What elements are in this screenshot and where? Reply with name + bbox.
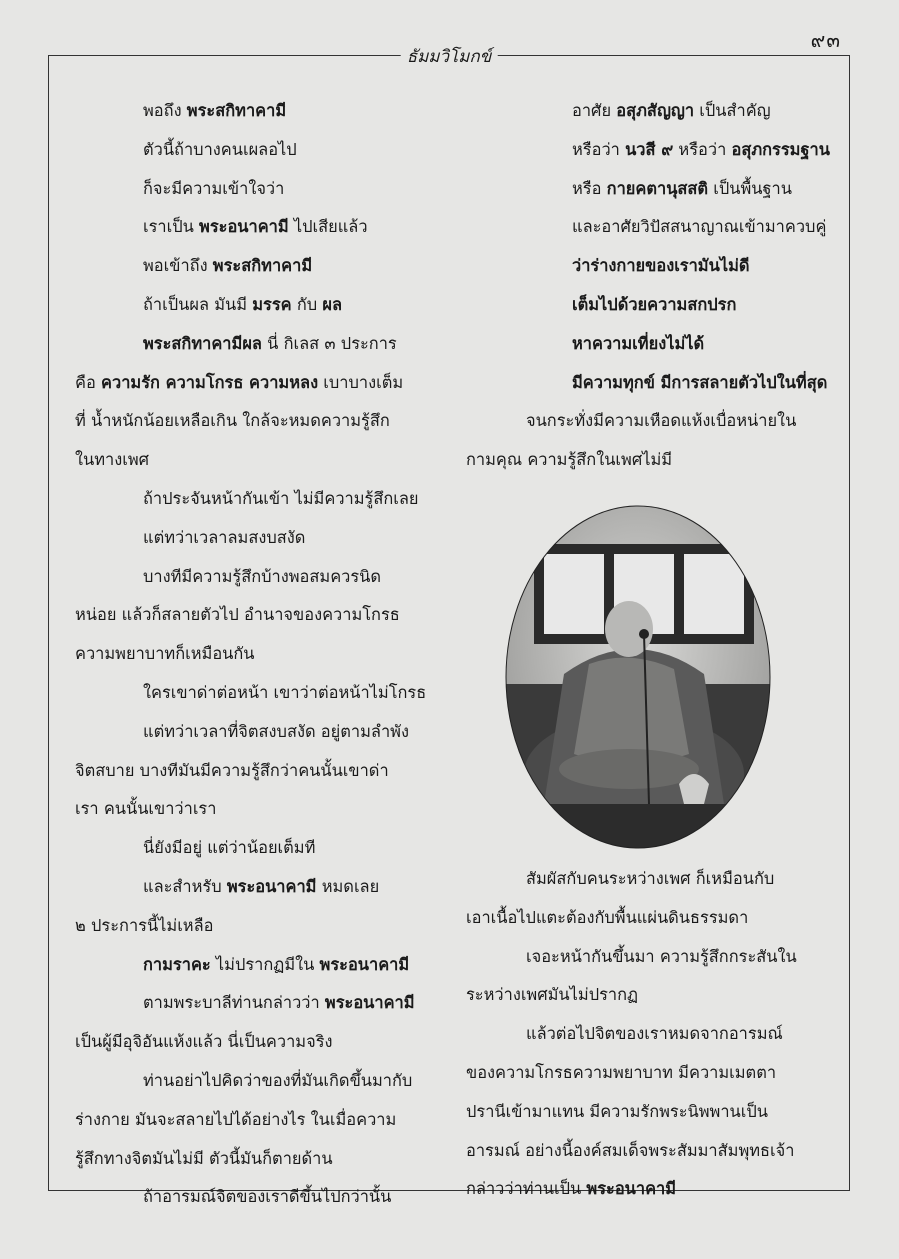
text-segment: นี่ กิเลส ๓ ประการ: [261, 333, 397, 353]
text-line: [466, 938, 826, 977]
right-column-top-text: [466, 92, 830, 480]
text-segment: สัมผัสกับคนระหว่างเพศ ก็เหมือนกับ: [526, 868, 775, 888]
text-segment: ปรานีเข้ามาแทน มีความรักพระนิพพานเป็น: [466, 1101, 768, 1121]
text-segment: กามคุณ ความรู้สึกในเพศไม่มี: [466, 450, 673, 470]
text-line: [75, 596, 431, 635]
bold-term: อสุภสัญญา: [616, 101, 695, 120]
text-line: [75, 674, 431, 713]
text-segment: แล้วต่อไปจิตของเราหมดจากอารมณ์: [526, 1024, 783, 1044]
text-segment: และอาศัยวิปัสสนาญาณเข้ามาควบคู่: [572, 217, 827, 237]
bold-term: นวสี ๙: [625, 139, 674, 159]
bold-term: กามราคะ: [143, 954, 211, 974]
text-line: [75, 480, 431, 519]
text-line: [75, 92, 431, 131]
text-segment: รู้สึกทางจิตมันไม่มี ตัวนี้มันก็ตายด้าน: [75, 1148, 333, 1168]
text-line: [466, 1015, 826, 1054]
bold-term: ว่าร่างกายของเรามันไม่ดี: [572, 256, 750, 276]
text-line: [75, 1178, 431, 1217]
text-line: [75, 829, 431, 868]
text-segment: ถ้าอารมณ์จิตของเราดีขึ้นไปกว่านั้น: [143, 1187, 392, 1207]
text-segment: และสำหรับ: [143, 876, 227, 896]
text-line: [466, 441, 826, 480]
text-line: [75, 364, 431, 403]
bold-term: พระสกิทาคามีผล: [143, 333, 262, 353]
text-line: [75, 1023, 431, 1062]
text-line: [466, 286, 826, 325]
bold-term: พระอนาคามี: [226, 876, 317, 896]
text-segment: ระหว่างเพศมันไม่ปรากฏ: [466, 985, 639, 1005]
text-segment: หรือ: [572, 178, 607, 198]
text-line: [466, 1170, 826, 1209]
text-line: [466, 1054, 826, 1093]
text-line: [75, 868, 431, 907]
text-line: [75, 790, 431, 829]
text-segment: ในทางเพศ: [75, 450, 150, 470]
text-line: [466, 208, 826, 247]
text-segment: พอเข้าถึง: [143, 256, 213, 276]
bold-term: ผล: [322, 294, 343, 314]
bold-term: พระอนาคามี: [586, 1179, 677, 1199]
text-line: [75, 635, 431, 674]
text-segment: หรือว่า: [673, 139, 732, 159]
text-line: [75, 286, 431, 325]
bold-term: หาความเที่ยงไม่ได้: [572, 333, 705, 353]
text-segment: หรือว่า: [572, 139, 626, 159]
bold-term: พระอนาคามี: [199, 217, 289, 237]
text-line: [466, 364, 826, 403]
text-line: [75, 1062, 431, 1101]
photo-monk-seated: [504, 504, 772, 850]
text-segment: เป็นสำคัญ: [694, 101, 771, 120]
text-segment: ใครเขาด่าต่อหน้า เขาว่าต่อหน้าไม่โกรธ: [143, 682, 427, 702]
bold-term: อสุภกรรมฐาน: [731, 139, 830, 159]
text-line: [466, 131, 830, 170]
text-line: [466, 325, 826, 364]
bold-term: เต็มไปด้วยความสกปรก: [572, 294, 737, 314]
text-segment: หมดเลย: [316, 876, 380, 896]
oval-photo: [504, 504, 772, 850]
text-line: [466, 170, 826, 209]
text-line: [75, 752, 431, 791]
text-line: [75, 402, 431, 441]
text-line: [75, 558, 431, 597]
text-line: [75, 907, 431, 946]
text-segment: ก็จะมีความเข้าใจว่า: [143, 178, 285, 198]
text-segment: ตามพระบาลีท่านกล่าวว่า: [143, 993, 325, 1013]
text-segment: จิตสบาย บางทีมันมีความรู้สึกว่าคนนั้นเขาด่า: [75, 760, 389, 780]
text-segment: ร่างกาย มันจะสลายไปได้อย่างไร ในเมื่อความ: [75, 1109, 397, 1129]
text-segment: ถ้าเป็นผล มันมี: [143, 294, 253, 314]
text-segment: บางทีมีความรู้สึกบ้างพอสมควรนิด: [143, 566, 382, 586]
running-header: ธัมมวิโมกข์: [401, 43, 498, 70]
text-segment: อาศัย: [572, 101, 617, 120]
text-line: [466, 899, 826, 938]
text-segment: จนกระทั่งมีความเหือดแห้งเบื่อหน่ายใน: [526, 411, 797, 431]
text-segment: เป็นผู้มีอุจิอันแห้งแล้ว นี่เป็นความจริง: [75, 1032, 333, 1052]
bold-term: พระสกิทาคามี: [186, 101, 287, 120]
bold-term: พระอนาคามี: [319, 954, 410, 974]
text-segment: ความพยาบาทก็เหมือนกัน: [75, 644, 255, 664]
text-segment: อารมณ์ อย่างนี้องค์สมเด็จพระสัมมาสัมพุทธเจ้า: [466, 1140, 795, 1160]
right-column-bottom-text: [466, 860, 826, 1209]
text-segment: ที่ น้ำหนักน้อยเหลือเกิน ใกล้จะหมดความรู้สึก: [75, 411, 390, 431]
text-segment: เบาบางเต็ม: [318, 372, 404, 392]
text-line: [75, 131, 431, 170]
text-line: [75, 519, 431, 558]
text-line: [466, 1093, 826, 1132]
text-segment: นี่ยังมีอยู่ แต่ว่าน้อยเต็มที: [143, 838, 316, 858]
left-column: [75, 92, 431, 1217]
bold-term: พระสกิทาคามี: [212, 256, 313, 276]
bold-term: พระอนาคามี: [324, 993, 415, 1013]
bold-term: มรรค: [252, 294, 292, 314]
text-segment: เป็นพื้นฐาน: [708, 178, 792, 198]
page-frame: [48, 47, 850, 1207]
text-line: [75, 208, 431, 247]
bold-term: ความรัก ความโกรธ ความหลง: [101, 372, 319, 392]
text-segment: คือ: [75, 372, 102, 392]
text-segment: ท่านอย่าไปคิดว่าของที่มันเกิดขึ้นมากับ: [143, 1070, 413, 1090]
text-segment: แต่ทว่าเวลาลมสงบสงัด: [143, 527, 306, 547]
text-line: [466, 92, 826, 131]
text-segment: กล่าวว่าท่านเป็น: [466, 1179, 587, 1199]
text-segment: เราเป็น: [143, 217, 200, 237]
text-segment: ตัวนี้ถ้าบางคนเผลอไป: [143, 139, 297, 159]
text-line: [75, 170, 431, 209]
page-number: ๙๓: [810, 28, 841, 52]
text-line: [75, 946, 431, 985]
text-line: [75, 441, 431, 480]
text-line: [466, 976, 826, 1015]
text-line: [75, 1101, 431, 1140]
text-line: [75, 247, 431, 286]
text-line: [75, 1140, 431, 1179]
text-line: [75, 325, 431, 364]
text-segment: ไม่ปรากฏมีใน: [210, 954, 320, 974]
text-line: [75, 984, 431, 1023]
right-column: [466, 92, 830, 1209]
text-segment: ถ้าประจันหน้ากันเข้า ไม่มีความรู้สึกเลย: [143, 488, 419, 508]
bold-term: กายคตานุสสติ: [606, 178, 709, 198]
text-segment: พอถึง: [143, 101, 187, 120]
text-segment: แต่ทว่าเวลาที่จิตสงบสงัด อยู่ตามลำพัง: [143, 721, 409, 741]
text-line: [466, 402, 826, 441]
text-segment: เอาเนื้อไปแตะต้องกับพื้นแผ่นดินธรรมดา: [466, 907, 749, 927]
text-line: [466, 247, 826, 286]
text-segment: หน่อย แล้วก็สลายตัวไป อำนาจของความโกรธ: [75, 605, 400, 625]
text-segment: กับ: [291, 294, 323, 314]
text-line: [466, 860, 826, 899]
text-segment: ไปเสียแล้ว: [288, 217, 368, 237]
text-segment: ของความโกรธความพยาบาท มีความเมตตา: [466, 1062, 777, 1082]
text-line: [75, 713, 431, 752]
text-segment: ๒ ประการนี้ไม่เหลือ: [75, 915, 214, 935]
text-segment: เรา คนนั้นเขาว่าเรา: [75, 799, 217, 819]
text-line: [466, 1132, 826, 1171]
text-segment: เจอะหน้ากันขึ้นมา ความรู้สึกกระสันใน: [526, 946, 797, 966]
bold-term: มีความทุกข์ มีการสลายตัวไปในที่สุด: [572, 372, 828, 392]
